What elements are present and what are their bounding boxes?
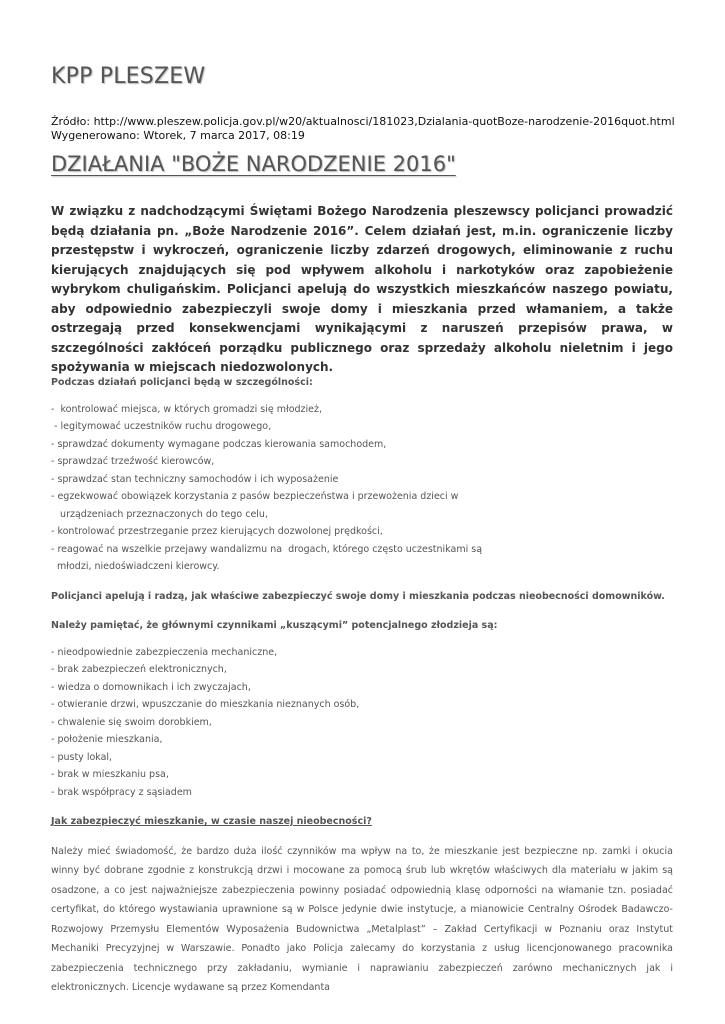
section2-list — [51, 644, 673, 802]
appeal-text: Policjanci apelują i radzą, jak właściwe zabezpieczyć swoje domy i mieszkania podczas nieobecności domowników. — [51, 590, 665, 602]
list-item: - egzekwować obowiązek korzystania z pasów bezpieczeństwa i przewożenia dzieci w — [51, 491, 459, 502]
section2-heading: Należy pamiętać, że głównymi czynnikami „kuszącymi” potencjalnego złodzieja są: — [51, 620, 498, 631]
list-item: młodzi, niedoświadczeni kierowcy. — [51, 561, 220, 572]
section1-heading: Podczas działań policjanci będą w szczególności: — [51, 377, 313, 388]
list-item: - otwieranie drzwi, wpuszczanie do mieszkania nieznanych osób, — [51, 699, 360, 710]
list-item: - brak w mieszkaniu psa, — [51, 769, 169, 780]
list-item: - sprawdzać trzeźwość kierowców, — [51, 456, 215, 467]
site-title: KPP PLESZEW — [51, 64, 206, 89]
list-item: - brak współpracy z sąsiadem — [51, 786, 192, 798]
generated-date: Wygenerowano: Wtorek, 7 marca 2017, 08:19 — [51, 129, 305, 142]
list-item: - sprawdzać stan techniczny samochodów i ich wyposażenie — [51, 473, 339, 485]
list-item: - wiedza o domownikach i ich zwyczajach, — [51, 681, 251, 693]
list-item: - legitymować uczestników ruchu drogowego, — [51, 421, 272, 432]
list-item: - kontrolować miejsca, w których gromadzi się młodzież, — [51, 403, 323, 415]
document-meta — [51, 115, 675, 143]
article-body — [51, 374, 673, 998]
article-title: DZIAŁANIA "BOŻE NARODZENIE 2016" — [51, 152, 456, 176]
list-item: - chwalenie się swoim dorobkiem, — [51, 716, 212, 728]
list-item: - pusty lokal, — [51, 751, 113, 763]
list-item: - reagować na wszelkie przejawy wandalizmu na drogach, którego często uczestnikami są — [51, 543, 483, 555]
list-item: - kontrolować przestrzeganie przez kierujących dozwolonej prędkości, — [51, 526, 383, 537]
section1-list — [51, 401, 673, 576]
lead-paragraph: W związku z nadchodzącymi Świętami Bożego Narodzenia pleszewscy policjanci prowadzić będą działania pn. „Boże Narodzenie 2016”. Celem działań jest, m.in. ograniczenie liczby przestępstw i wykroczeń, ograniczenie liczby zdarzeń drogowych, eliminowanie z ruchu kierujących znajdujących się pod wpływem alkoholu i narkotyków oraz zapobieżenie wybrykom chuligańskim. Policjanci apelują do wszystkich mieszkańców naszego powiatu, aby odpowiednio zabezpieczyli swoje domy i mieszkania przed włamaniem, a także ostrzegają przed konsekwencjami wynikającymi z naruszeń przepisów prawa, w szczególności zakłóceń porządku publicznego oraz sprzedaży alkoholu nieletnim i jego spożywania w miejscach niedozwolonych. — [51, 204, 673, 374]
section3-paragraph: Należy mieć świadomość, że bardzo duża ilość czynników ma wpływ na to, że mieszkanie jest bezpieczne np. zamki i okucia winny być dobrane zgodnie z konstrukcją drzwi i mocowane za pomocą śrub lub wkrętów właściwych dla materiału w jakim są osadzone, a co jest najważniejsze zabezpieczenia powinny posiadać odpowiednią klasę odporności na włamanie tzn. posiadać certyfikat, do którego wystawiania uprawnione są w Polsce jedynie dwie instytucje, a mianowicie Centralny Ośrodek Badawczo-Rozwojowy Przemysłu Elementów Wyposażenia Budownictwa „Metalplast” – Zakład Certyfikacji w Poznaniu oraz Instytut Mechaniki Precyzyjnej w Warszawie. Ponadto jako Policja zalecamy do korzystania z usług licencjonowanego pracownika zabezpieczenia technicznego przy zakładaniu, wymianie i naprawianiu zabezpieczeń zarówno mechanicznych jak i elektronicznych. Licencje wydawane są przez Komendanta — [51, 845, 673, 993]
list-item: - brak zabezpieczeń elektronicznych, — [51, 664, 227, 675]
source-url: Źródło: http://www.pleszew.policja.gov.pl/w20/aktualnosci/181023,Dzialania-quotBoze-narodzenie-2016quot.html — [51, 115, 675, 128]
list-item: - nieodpowiednie zabezpieczenia mechaniczne, — [51, 646, 278, 658]
list-item: urządzeniach przeznaczonych do tego celu, — [51, 508, 268, 520]
list-item: - sprawdzać dokumenty wymagane podczas kierowania samochodem, — [51, 438, 387, 450]
list-item: - położenie mieszkania, — [51, 734, 163, 745]
section3-heading: Jak zabezpieczyć mieszkanie, w czasie naszej nieobecności? — [51, 816, 372, 827]
